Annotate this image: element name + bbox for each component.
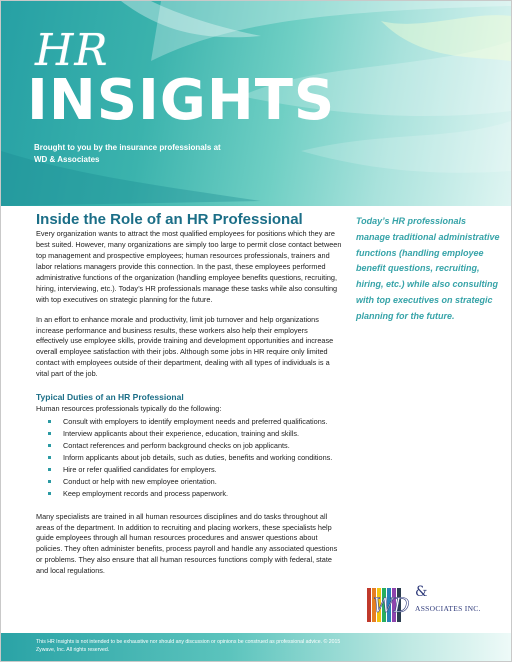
article-paragraph-1: Every organization wants to attract the most qualified employees for positions which they are best suited. However, many organizations are simply too large to permit close contact between top management and prospective employees; human resources professionals, trainers and labor relations managers provide this connection. In the past, these employees performed administrative functions of the organization (handling employee benefits questions, recruiting, hiring, interviewing, etc.). Today’s HR professionals manage these tasks while also consulting with top executives on strategic planning for the future. bbox=[36, 229, 342, 304]
logo-associates-text: ASSOCIATES INC. bbox=[415, 604, 481, 613]
article-paragraph-2: In an effort to enhance morale and productivity, limit job turnover and help organizations increase performance and business results, these workers also help their employers effectively use employee skills, provide training and development opportunities and increase overall employee satisfaction with their jobs. Although some jobs in HR require only limited contact with employees outside of their department, dealing with all types of individuals is a vital part of the job. bbox=[36, 314, 334, 379]
list-item bbox=[36, 465, 342, 476]
logo-monogram: WD bbox=[373, 593, 410, 617]
bullet-icon bbox=[48, 456, 51, 459]
duties-list bbox=[36, 417, 342, 500]
tagline-line2: WD & Associates bbox=[34, 155, 100, 164]
duty-text: Hire or refer qualified candidates for employers. bbox=[63, 464, 217, 474]
tagline bbox=[34, 142, 221, 166]
duty-text: Contact references and perform background checks on job applicants. bbox=[63, 440, 290, 450]
article bbox=[36, 211, 342, 586]
duties-intro: Human resources professionals typically do the following: bbox=[36, 404, 222, 414]
duty-text: Conduct or help with new employee orientation. bbox=[63, 476, 217, 486]
list-item bbox=[36, 453, 342, 464]
article-title: Inside the Role of an HR Professional bbox=[36, 211, 303, 228]
logo-hr-text: HR bbox=[35, 25, 109, 76]
duty-text: Consult with employers to identify employment needs and preferred qualifications. bbox=[63, 417, 328, 427]
duty-text: Interview applicants about their experience, education, training and skills. bbox=[63, 428, 300, 438]
bullet-icon bbox=[48, 420, 51, 423]
list-item bbox=[36, 429, 342, 440]
pull-quote: Today’s HR professionals manage traditional administrative functions (handling employee benefit questions, recruiting, hiring, etc.) while also consulting with top executives on strategic planning for the future. bbox=[356, 216, 500, 321]
bullet-icon bbox=[48, 492, 51, 495]
company-logo bbox=[365, 584, 505, 624]
bullet-icon bbox=[48, 480, 51, 483]
logo-ampersand: & bbox=[415, 584, 428, 600]
list-item bbox=[36, 441, 342, 452]
article-paragraph-3: Many specialists are trained in all human resources disciplines and do tasks throughout all areas of the department. In addition to recruiting and placing workers, these specialists help guide employees through all human resources procedures and answer questions about policies. They often administer benefits, process payroll and handle any associated questions or problems. They also ensure that all human resources functions comply with federal, state and local regulations. bbox=[36, 511, 338, 576]
list-item bbox=[36, 489, 342, 500]
duty-text: Inform applicants about job details, such as duties, benefits and working conditions. bbox=[63, 452, 333, 462]
list-item bbox=[36, 417, 342, 428]
duties-heading: Typical Duties of an HR Professional bbox=[36, 392, 184, 403]
bullet-icon bbox=[48, 444, 51, 447]
duty-text: Keep employment records and process paperwork. bbox=[63, 488, 229, 498]
footer-bar bbox=[1, 633, 511, 661]
header-banner bbox=[1, 1, 511, 206]
logo-bars-icon bbox=[365, 584, 413, 624]
bullet-icon bbox=[48, 432, 51, 435]
list-item bbox=[36, 477, 342, 488]
bullet-icon bbox=[48, 468, 51, 471]
tagline-line1: Brought to you by the insurance professionals at bbox=[34, 143, 221, 152]
footer-disclaimer: This HR Insights is not intended to be exhaustive nor should any discussion or opinions be construed as professional advice. © 2015 Zywave, Inc. All rights reserved. bbox=[36, 639, 341, 654]
logo-insights-text: INSIGHTS bbox=[27, 68, 336, 133]
